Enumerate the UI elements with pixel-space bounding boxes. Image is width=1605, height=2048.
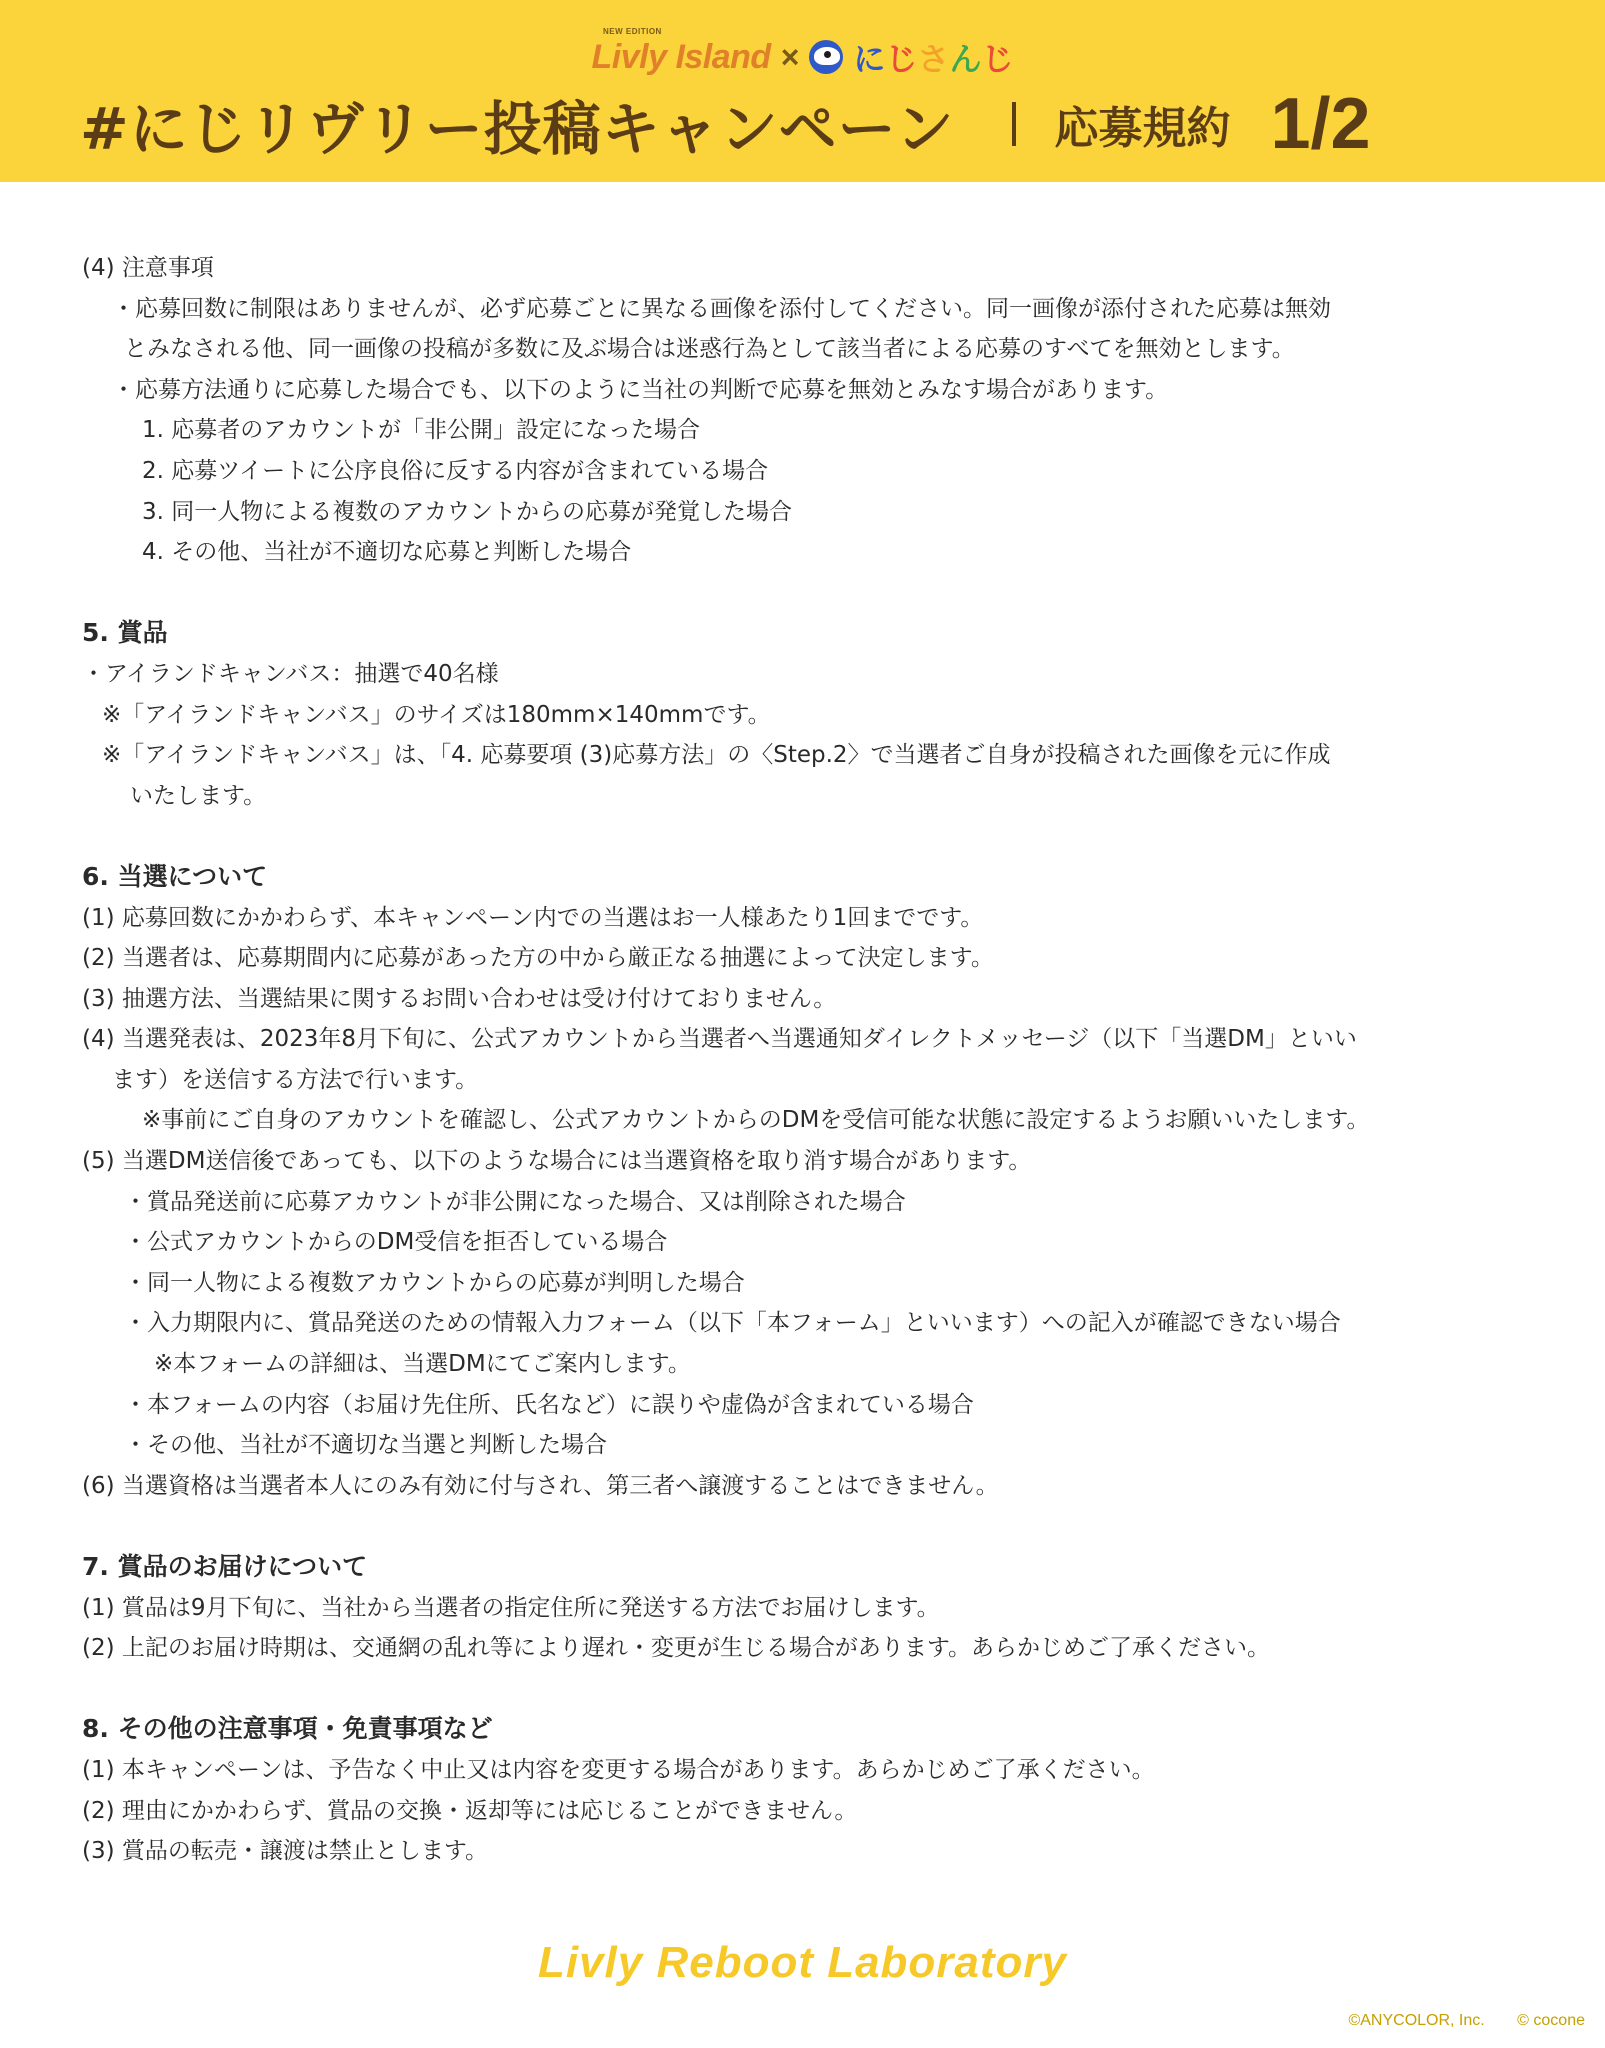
text-line: ・同一人物による複数アカウントからの応募が判明した場合	[124, 1269, 745, 1296]
page-title: #にじリヴリー投稿キャンペーン	[80, 95, 955, 163]
livly-island-logo: Livly Island	[591, 37, 771, 76]
text-line: (2) 当選者は、応募期間内に応募があった方の中から厳正なる抽選によって決定します。	[82, 945, 994, 972]
text-line: 3. 同一人物による複数のアカウントからの応募が発覚した場合	[142, 498, 793, 525]
text-line: (1) 応募回数にかかわらず、本キャンペーン内での当選はお一人様あたり1回までです。	[82, 904, 984, 931]
text-line: ※本フォームの詳細は、当選DMにてご案内します。	[154, 1351, 691, 1378]
section-heading: 6. 当選について	[82, 861, 268, 891]
section-heading: 5. 賞品	[82, 618, 168, 648]
title-divider	[1012, 102, 1016, 146]
copyright	[1320, 2012, 1585, 2030]
text-line: ・入力期限内に、賞品発送のための情報入力フォーム（以下「本フォーム」といいます）への記入が確認できない場合	[124, 1310, 1341, 1337]
text-line: 2. 応募ツイートに公序良俗に反する内容が含まれている場合	[142, 457, 769, 484]
copyright-cocone: © cocone	[1517, 2012, 1585, 2029]
page-number: 1/2	[1270, 84, 1371, 164]
section-heading: 7. 賞品のお届けについて	[82, 1552, 368, 1581]
text-line: ※事前にご自身のアカウントを確認し、公式アカウントからのDMを受信可能な状態に設定するようお願いいたします。	[142, 1107, 1370, 1134]
section-gap	[82, 1506, 1552, 1547]
header-banner	[0, 0, 1605, 182]
text-line: ・応募方法通りに応募した場合でも、以下のように当社の判断で応募を無効とみなす場合があります。	[112, 376, 1169, 403]
text-line: (3) 抽選方法、当選結果に関するお問い合わせは受け付けておりません。	[82, 985, 837, 1012]
text-line: (2) 理由にかかわらず、賞品の交換・返却等には応じることができません。	[82, 1797, 858, 1824]
text-line: ・公式アカウントからのDM受信を拒否している場合	[124, 1229, 668, 1256]
cross-mark: ×	[780, 38, 800, 75]
text-line: (5) 当選DM送信後であっても、以下のような場合には当選資格を取り消す場合があります。	[82, 1148, 1032, 1175]
section-gap	[82, 816, 1552, 857]
text-line: ・賞品発送前に応募アカウントが非公開になった場合、又は削除された場合	[124, 1188, 906, 1215]
text-line: ・アイランドキャンバス：抽選で40名様	[82, 660, 499, 687]
collab-logo	[0, 27, 1605, 80]
section-gap	[82, 1669, 1552, 1710]
footer-logo: Livly Reboot Laboratory	[537, 1938, 1068, 1987]
text-line: ます）を送信する方法で行います。	[112, 1066, 479, 1093]
text-line: (1) 本キャンペーンは、予告なく中止又は内容を変更する場合があります。あらかじめご了承ください。	[82, 1756, 1155, 1783]
text-line: (3) 賞品の転売・譲渡は禁止とします。	[82, 1838, 489, 1865]
section-gap	[82, 573, 1552, 614]
section-heading: 8. その他の注意事項・免責事項など	[82, 1714, 493, 1744]
text-line: とみなされる他、同一画像の投稿が多数に及ぶ場合は迷惑行為として該当者による応募のすべてを無効とします。	[124, 336, 1295, 363]
nijisanji-char: じ	[885, 41, 918, 77]
nijisanji-char: さ	[917, 41, 950, 77]
nijisanji-logo	[853, 34, 1013, 80]
text-line: (4) 当選発表は、2023年8月下旬に、公式アカウントから当選者へ当選通知ダイレクトメッセージ（以下「当選DM」といい	[82, 1026, 1357, 1053]
text-line: (4) 注意事項	[82, 255, 214, 281]
text-line: ・その他、当社が不適切な当選と判断した場合	[124, 1432, 607, 1459]
text-line: いたします。	[130, 782, 267, 809]
copyright-anycolor: ©ANYCOLOR, Inc.	[1348, 2012, 1485, 2029]
nijisanji-char: じ	[981, 41, 1014, 77]
title-row	[80, 86, 1540, 162]
nijisanji-char: ん	[949, 41, 982, 77]
text-line: 4. その他、当社が不適切な応募と判断した場合	[142, 539, 632, 566]
nijisanji-icon	[809, 40, 843, 74]
text-line: ・応募回数に制限はありませんが、必ず応募ごとに異なる画像を添付してください。同一画像が添付された応募は無効	[112, 295, 1331, 322]
text-line: (1) 賞品は9月下旬に、当社から当選者の指定住所に発送する方法でお届けします。	[82, 1594, 940, 1621]
nijisanji-char: に	[853, 41, 886, 77]
text-line: ※「アイランドキャンバス」のサイズは180mm×140mmです。	[102, 701, 771, 728]
text-line: 1. 応募者のアカウントが「非公開」設定になった場合	[142, 417, 701, 444]
text-line: (2) 上記のお届け時期は、交通網の乱れ等により遅れ・変更が生じる場合があります。あらかじめご了承ください。	[82, 1635, 1271, 1662]
text-line: ※「アイランドキャンバス」は、「4. 応募要項 (3)応募方法」の〈Step.2〉で当選者ご自身が投稿された画像を元に作成	[102, 742, 1331, 769]
edition-label: NEW EDITION	[603, 27, 662, 36]
terms-body	[82, 248, 1552, 1872]
text-line: (6) 当選資格は当選者本人にのみ有効に付与され、第三者へ譲渡することはできません。	[82, 1472, 999, 1499]
text-line: ・本フォームの内容（お届け先住所、氏名など）に誤りや虚偽が含まれている場合	[124, 1391, 974, 1418]
page-subtitle: 応募規約	[1054, 103, 1231, 154]
